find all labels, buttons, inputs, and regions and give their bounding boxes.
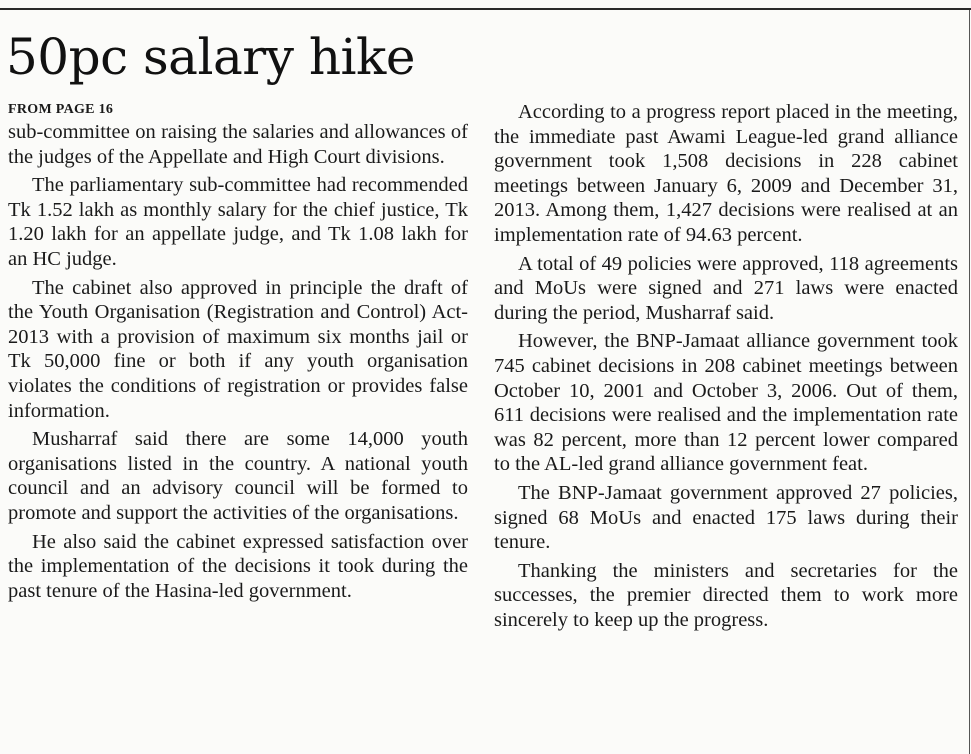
paragraph: sub-committee on raising the salaries and allowances of the judges of the Appellate and High Court divisions. (8, 121, 468, 168)
paragraph: Thanking the ministers and secretaries for the successes, the premier directed them to work more sincerely to keep up the progress. (494, 559, 958, 631)
dateline: FROM PAGE 16 (8, 102, 114, 117)
paragraph: The BNP-Jamaat government approved 27 policies, signed 68 MoUs and enacted 175 laws during their tenure. (494, 481, 958, 554)
left-column (8, 120, 468, 607)
right-column (494, 100, 958, 636)
paragraph: According to a progress report placed in the meeting, the immediate past Awami League-led grand alliance government took 1,508 decisions in 228 cabinet meetings between January 6, 2009 and December 31, 2013. Among them, 1,427 decisions were realised at an implementation rate of 94.63 percent. (494, 101, 958, 246)
headline: 50pc salary hike (6, 28, 415, 86)
right-border (969, 10, 970, 754)
paragraph: However, the BNP-Jamaat alliance government took 745 cabinet decisions in 208 cabinet meetings between October 10, 2001 and October 3, 2006. Out of them, 611 decisions were realised and the implementation rate was 82 percent, more than 12 percent lower compared to the AL-led grand alliance government feat. (494, 330, 958, 476)
top-rule (0, 8, 971, 10)
paragraph: He also said the cabinet expressed satisfaction over the implementation of the decisions it took during the past tenure of the Hasina-led government. (8, 530, 468, 602)
paragraph: Musharraf said there are some 14,000 youth organisations listed in the country. A national youth council and an advisory council will be formed to promote and support the activities of the organisations. (8, 428, 468, 524)
paragraph: The cabinet also approved in principle the draft of the Youth Organisation (Registration and Control) Act-2013 with a provision of maximum six months jail or Tk 50,000 fine or both if any youth organisation violates the conditions of registration or provides false information. (8, 276, 468, 422)
paragraph: The parliamentary sub-committee had recommended Tk 1.52 lakh as monthly salary for the chief justice, Tk 1.20 lakh for an appellate judge, and Tk 1.08 lakh for an HC judge. (8, 174, 468, 270)
paragraph: A total of 49 policies were approved, 118 agreements and MoUs were signed and 271 laws were enacted during the period, Musharraf said. (494, 252, 958, 324)
